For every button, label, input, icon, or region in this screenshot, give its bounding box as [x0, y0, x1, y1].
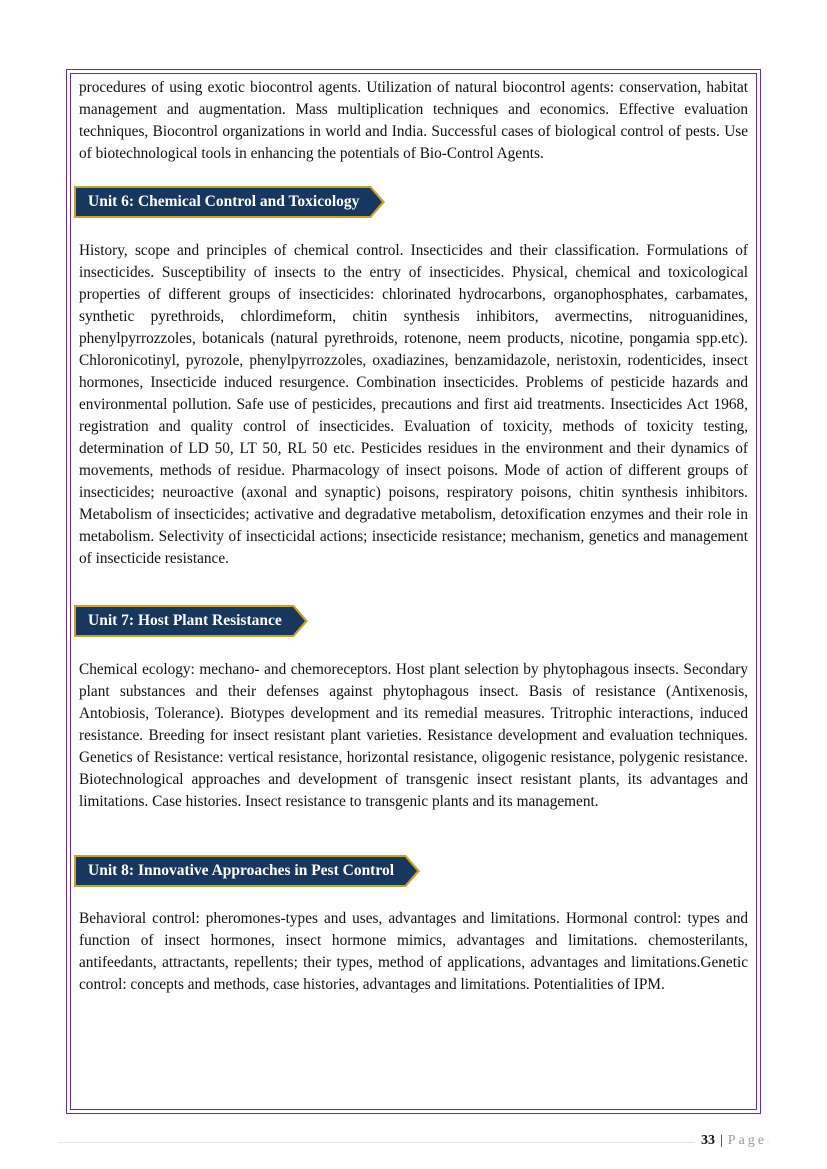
unit-8-section — [79, 908, 748, 996]
banner-arrow-icon — [369, 186, 385, 218]
page-number: 33 — [700, 1133, 715, 1148]
unit-6-body: History, scope and principles of chemical control. Insecticides and their classification. Formulations of insecticides. Susceptibility of insects to the entry of insecticides. Physical, chemical and toxicological properties of different groups of insecticides: chlorinated hydrocarbons, organophosphates, carbamates, synthetic pyrethroids, chlordimeform, chitin synthesis inhibitors, avermectins, nitroguanidines, phenylpyrrozzoles, botanicals (natural pyrethroids, rotenone, neem products, nicotine, pongamia spp.etc). Chloronicotinyl, pyrozole, phenylpyrrozzoles, oxadiazines, benzamidazole, neristoxin, rodenticides, insect hormones, Insecticide induced resurgence. Combination insecticides. Problems of pesticide hazards and environmental pollution. Safe use of pesticides, precautions and first aid treatments. Insecticides Act 1968, registration and quality control of insecticides. Evaluation of toxicity, methods of toxicity testing, determination of LD 50, LT 50, RL 50 etc. Pesticides residues in the environment and their dynamics of movements, methods of residue. Pharmacology of insect poisons. Mode of action of different groups of insecticides; neuroactive (axonal and synaptic) poisons, respiratory poisons, chitin synthesis inhibitors. Metabolism of insecticides; activative and degradative metabolism, detoxification enzymes and their role in metabolism. Selectivity of insecticidal actions; insecticide resistance; mechanism, genetics and management of insecticide resistance. — [79, 242, 748, 567]
footer-separator: | — [719, 1133, 723, 1148]
page-label: Page — [727, 1133, 767, 1148]
unit-8-heading — [74, 855, 420, 887]
unit-7-body: Chemical ecology: mechano- and chemoreceptors. Host plant selection by phytophagous insects. Secondary plant substances and their defenses against phytophagous insect. Basis of resistance (Antixenosis, Antobiosis, Tolerance). Biotypes development and its remedial measures. Tritrophic interactions, induced resistance. Breeding for insect resistant plant varieties. Resistance development and evaluation techniques. Genetics of Resistance: vertical resistance, horizontal resistance, oligogenic resistance, polygenic resistance. Biotechnological approaches and development of transgenic insect resistant plants, its advantages and limitations. Case histories. Insect resistance to transgenic plants and its management. — [79, 661, 748, 810]
unit-6-heading — [74, 186, 385, 218]
intro-section — [79, 77, 748, 165]
unit-8-title: Unit 8: Innovative Approaches in Pest Control — [74, 855, 404, 887]
unit-6-section — [79, 240, 748, 570]
intro-paragraph: procedures of using exotic biocontrol agents. Utilization of natural biocontrol agents: conservation, habitat management and augmentation. Mass multiplication techniques and economics. Effective evaluation techniques, Biocontrol organizations in world and India. Successful cases of biological control of pests. Use of biotechnological tools in enhancing the potentials of Bio-Control Agents. — [79, 79, 748, 162]
banner-arrow-icon — [292, 605, 308, 637]
banner-arrow-icon — [404, 855, 420, 887]
page-footer — [695, 1133, 767, 1149]
unit-6-title: Unit 6: Chemical Control and Toxicology — [74, 186, 369, 218]
unit-8-body: Behavioral control: pheromones-types and uses, advantages and limitations. Hormonal control: types and function of insect hormones, insect hormone mimics, advantages and limitations. chemosterilants, antifeedants, attractants, repellents; their types, method of applications, advantages and limitations.Genetic control: concepts and methods, case histories, advantages and limitations. Potentialities of IPM. — [79, 910, 748, 993]
unit-7-heading — [74, 605, 308, 637]
footer-rule — [58, 1142, 769, 1143]
unit-7-section — [79, 659, 748, 813]
unit-7-title: Unit 7: Host Plant Resistance — [74, 605, 292, 637]
